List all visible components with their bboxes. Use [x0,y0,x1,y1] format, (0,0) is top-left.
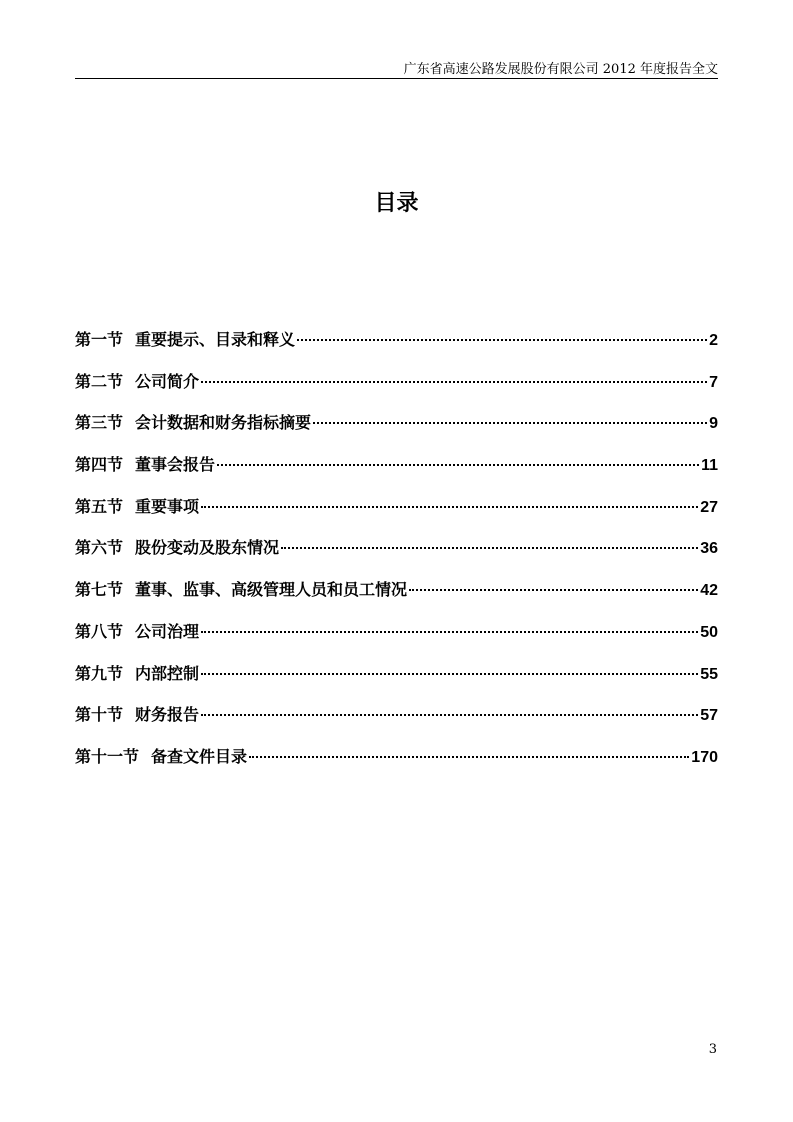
footer-page-number: 3 [708,1042,717,1057]
page-title: 目录 [374,191,419,216]
toc-section-title: 财务报告 [135,705,200,725]
toc-dot-leader [201,631,698,633]
toc-entry-7[interactable] [75,577,718,619]
toc-entry-8[interactable] [75,619,718,661]
toc-dot-leader [297,339,707,341]
toc-page-number: 9 [709,415,718,433]
toc-page-number: 7 [709,373,718,391]
toc-section-number: 第八节 [75,621,124,641]
toc-dot-leader [217,464,699,466]
toc-entry-1[interactable] [75,327,718,369]
toc-page-number: 36 [700,540,718,558]
toc-entry-9[interactable] [75,661,718,703]
toc-section-number: 第七节 [75,580,124,600]
toc-page-number: 27 [700,498,718,516]
toc-page-number: 2 [709,332,718,349]
toc-section-title: 董事、监事、高级管理人员和员工情况 [135,580,408,600]
toc-section-number: 第三节 [75,413,124,433]
toc-page-number: 55 [700,665,718,683]
toc-page-number: 42 [700,582,718,600]
toc-entry-2[interactable] [75,369,718,411]
toc-section-title: 重要事项 [135,496,200,516]
toc-dot-leader [249,756,689,758]
header-title: 广东省高速公路发展股份有限公司 2012 年度报告全文 [403,62,718,77]
toc-section-title: 股份变动及股东情况 [135,538,280,558]
toc-entry-10[interactable] [75,702,718,744]
toc-entry-6[interactable] [75,535,718,577]
toc-section-number: 第九节 [75,663,124,683]
toc-section-title: 备查文件目录 [151,746,248,766]
toc-section-title: 会计数据和财务指标摘要 [135,413,312,433]
toc-dot-leader [409,589,698,591]
toc-entry-5[interactable] [75,494,718,536]
toc-dot-leader [281,547,698,549]
toc-section-title: 董事会报告 [135,455,216,475]
toc-entry-11[interactable] [75,744,718,786]
toc-section-title: 重要提示、目录和释义 [135,330,296,349]
toc-section-title: 公司简介 [135,371,200,391]
toc-section-number: 第十节 [75,705,124,725]
page-header [75,56,718,79]
toc-section-number: 第十一节 [75,746,140,766]
toc-dot-leader [201,381,707,383]
toc-section-number: 第二节 [75,371,124,391]
toc-section-title: 公司治理 [135,621,200,641]
toc-dot-leader [201,673,698,675]
toc-page-number: 50 [700,623,718,641]
toc-page-number: 11 [701,457,718,475]
toc-section-number: 第五节 [75,496,124,516]
toc-entry-3[interactable] [75,410,718,452]
toc-dot-leader [313,422,707,424]
toc-section-number: 第四节 [75,455,124,475]
toc-section-number: 第六节 [75,538,124,558]
toc-section-title: 内部控制 [135,663,200,683]
toc-entry-4[interactable] [75,452,718,494]
toc-page-number: 57 [700,707,718,725]
toc-section-number: 第一节 [75,330,124,349]
table-of-contents [75,327,718,786]
toc-dot-leader [201,506,698,508]
toc-dot-leader [201,714,698,716]
toc-page-number: 170 [691,748,718,766]
